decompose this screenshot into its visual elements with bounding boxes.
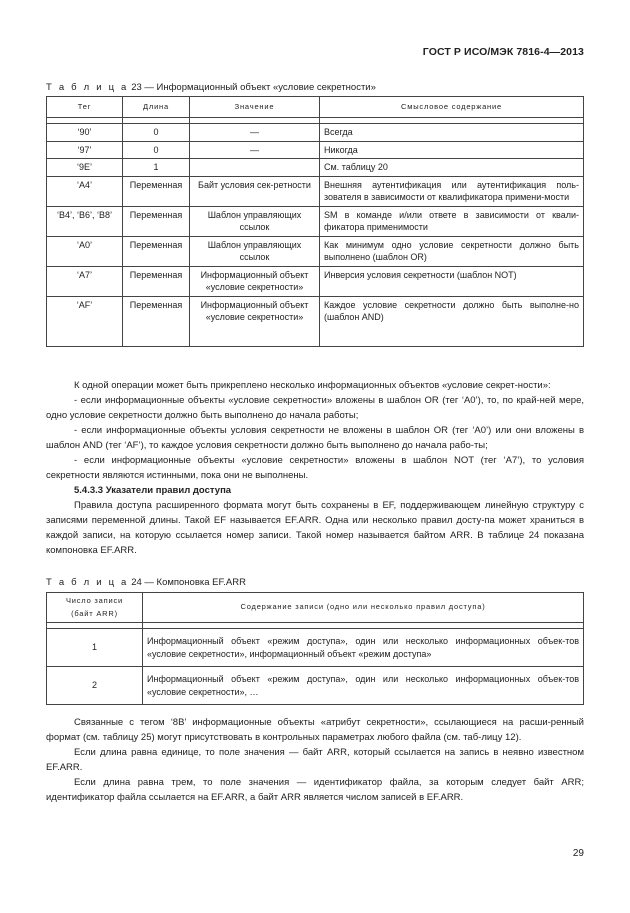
cell-tag: ‘97’ (47, 141, 123, 159)
standard-header: ГОСТ Р ИСО/МЭК 7816-4—2013 (422, 46, 584, 58)
table-24-caption (46, 577, 246, 588)
header-line: Число записи (65, 596, 124, 605)
table-24 (46, 592, 584, 705)
table-row (47, 266, 584, 296)
paragraph: Правила доступа расширенного формата могут быть сохранены в EF, поддерживающем линейную структуру с записями переменной длины. Такой EF называется EF.ARR. Одна или несколько правил досту-па может храниться в каждой записи, на которую ссылается номер записи. Такой номер называется байтом ARR. В таблице 24 показана компоновка EF.ARR. (46, 500, 584, 556)
cell-tag: ‘AF’ (47, 296, 123, 346)
col-header-value: Значение (190, 97, 320, 118)
col-header-tag: Тег (47, 97, 123, 118)
caption-text: 23 — Информационный объект «условие секретности» (131, 82, 376, 93)
table-row (47, 176, 584, 206)
cell-length: Переменная (123, 206, 190, 236)
cell-meaning: Внешняя аутентификация или аутентификация поль-зователя в зависимости от квалификатора примени-мости (320, 176, 584, 206)
table-23-caption (46, 82, 376, 93)
cell-tag: ‘A4’ (47, 176, 123, 206)
cell-length: Переменная (123, 266, 190, 296)
cell-tag: ‘90’ (47, 124, 123, 142)
table-row (47, 236, 584, 266)
col-header-record-number (47, 593, 143, 623)
cell-length: Переменная (123, 176, 190, 206)
cell-value: Шаблон управляющих ссылок (190, 236, 320, 266)
cell-meaning: См. таблицу 20 (320, 159, 584, 177)
body-text-1 (46, 378, 584, 558)
col-header-record-content: Содержание записи (одно или несколько правил доступа) (143, 593, 584, 623)
table-row (47, 629, 584, 667)
cell-length: 0 (123, 124, 190, 142)
cell-value: Шаблон управляющих ссылок (190, 206, 320, 236)
cell-length: Переменная (123, 236, 190, 266)
body-text-2 (46, 715, 584, 805)
cell-tag: ‘A0’ (47, 236, 123, 266)
cell-length: 0 (123, 141, 190, 159)
cell-meaning: Как минимум одно условие секретности должно быть выполнено (шаблон OR) (320, 236, 584, 266)
col-header-length: Длина (123, 97, 190, 118)
cell-tag: ‘B4’, ‘B6’, ‘B8’ (47, 206, 123, 236)
cell-value: — (190, 124, 320, 142)
table-row (47, 206, 584, 236)
cell-value: — (190, 141, 320, 159)
col-header-meaning: Смысловое содержание (320, 97, 584, 118)
cell-meaning: Каждое условие секретности должно быть выполне-но (шаблон AND) (320, 296, 584, 346)
caption-prefix: Т а б л и ц а (46, 577, 129, 588)
cell-meaning: Никогда (320, 141, 584, 159)
cell-value: Байт условия сек-ретности (190, 176, 320, 206)
paragraph: Если длина равна единице, то поле значения — байт ARR, который ссылается на запись в неявно известном EF.ARR. (46, 747, 584, 773)
paragraph: Если длина равна трем, то поле значения — идентификатор файла, за которым следует байт ARR; идентификатор файла ссылается на EF.ARR, а байт ARR является числом записей в EF.ARR. (46, 777, 584, 803)
table-row (47, 124, 584, 142)
cell-value (190, 159, 320, 177)
cell-record-number: 1 (47, 629, 143, 667)
table-row (47, 159, 584, 177)
table-row (47, 141, 584, 159)
paragraph: - если информационные объекты «условие секретности» вложены в шаблон NOT (тег ‘A7’), то условия секретности являются истинными, пока они не выполнены. (46, 455, 584, 481)
cell-tag: ‘9E’ (47, 159, 123, 177)
cell-value: Информационный объект «условие секретности» (190, 266, 320, 296)
header-line: (байт ARR) (71, 608, 118, 618)
caption-prefix: Т а б л и ц а (46, 82, 129, 93)
paragraph: Связанные с тегом ‘8B’ информационные объекты «атрибут секретности», ссылающиеся на расши-ренный формат (см. таблицу 25) могут присутствовать в контрольных параметрах любого файла (см. таб-лицу 12). (46, 717, 584, 743)
caption-text: 24 — Компоновка EF.ARR (131, 577, 246, 588)
section-heading: 5.4.3.3 Указатели правил доступа (74, 485, 232, 496)
cell-value: Информационный объект «условие секретности» (190, 296, 320, 346)
table-row (47, 667, 584, 705)
table-row (47, 296, 584, 346)
cell-tag: ‘A7’ (47, 266, 123, 296)
cell-record-content: Информационный объект «режим доступа», один или несколько информационных объек-тов «условие секретности», … (143, 667, 584, 705)
cell-meaning: SM в команде и/или ответе в зависимости от квали-фикатора применимости (320, 206, 584, 236)
paragraph: К одной операции может быть прикреплено несколько информационных объектов «условие секрет-ности»: (74, 380, 551, 391)
page-number: 29 (572, 848, 584, 859)
cell-length: Переменная (123, 296, 190, 346)
cell-meaning: Инверсия условия секретности (шаблон NOT) (320, 266, 584, 296)
cell-length: 1 (123, 159, 190, 177)
paragraph: - если информационные объекты «условие секретности» вложены в шаблон OR (тег ‘A0’), то, по край-ней мере, одно условие секретности должно быть выполнено до начала работы; (46, 395, 584, 421)
table-23 (46, 96, 584, 347)
cell-record-number: 2 (47, 667, 143, 705)
cell-meaning: Всегда (320, 124, 584, 142)
cell-record-content: Информационный объект «режим доступа», один или несколько информационных объек-тов «условие секретности», информационный объект «режим доступа» (143, 629, 584, 667)
paragraph: - если информационные объекты условия секретности не вложены в шаблон OR (тег ‘A0’) или они вложены в шаблон AND (тег ‘AF’), то каждое условия секретности должно быть выполнено до начала рабо-ты; (46, 425, 584, 451)
